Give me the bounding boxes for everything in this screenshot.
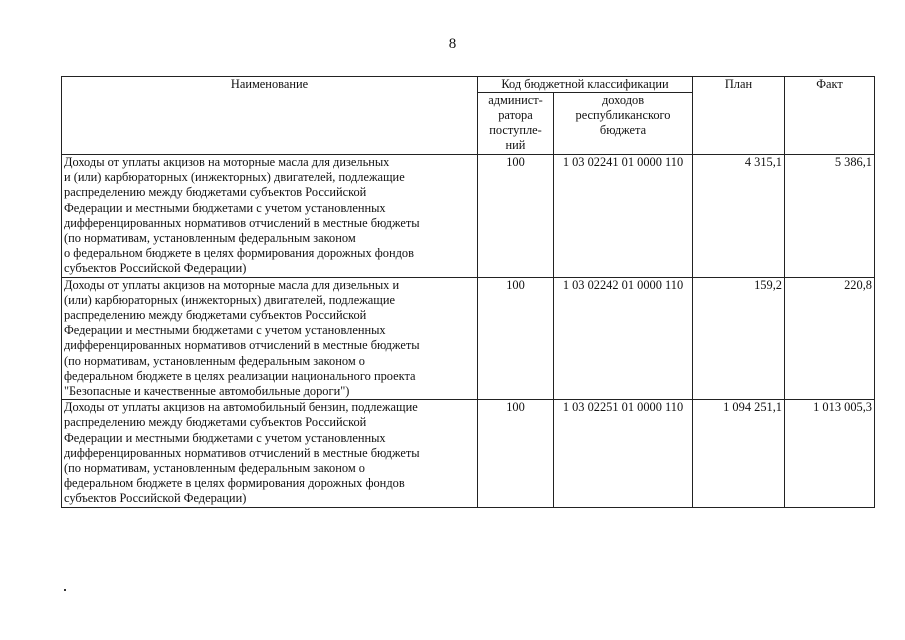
table-row [62, 155, 875, 278]
budget-table [61, 76, 875, 508]
row-fact: 220,8 [785, 277, 875, 400]
header-code-group: Код бюджетной классификации [478, 77, 693, 93]
row-name: Доходы от уплаты акцизов на автомобильный бензин, подлежащие распределению между бюджетами субъектов Российской Федерации и местными бюджетами с учетом установленных дифференцированных нормативов отчислений в местные бюджеты (по нормативам, установленным федеральным законом о федеральном бюджете в целях формирования дорожных фондов субъектов Российской Федерации) [62, 400, 478, 507]
header-name: Наименование [62, 77, 478, 155]
row-plan: 1 094 251,1 [693, 400, 785, 507]
row-budget-code: 1 03 02251 01 0000 110 [554, 400, 693, 507]
row-plan: 159,2 [693, 277, 785, 400]
row-fact: 5 386,1 [785, 155, 875, 278]
row-budget-code: 1 03 02242 01 0000 110 [554, 277, 693, 400]
row-admin-code: 100 [478, 277, 554, 400]
row-plan: 4 315,1 [693, 155, 785, 278]
row-admin-code: 100 [478, 400, 554, 507]
scan-dot [64, 589, 66, 591]
header-admin: админист- ратора поступле- ний [478, 93, 554, 155]
row-name: Доходы от уплаты акцизов на моторные масла для дизельных и (или) карбюраторных (инжекторных) двигателей, подлежащие распределению между бюджетами субъектов Российской Федерации и местными бюджетами с учетом установленных дифференцированных нормативов отчислений в местные бюджеты (по нормативам, установленным федеральным законом о федеральном бюджете в целях формирования дорожных фондов субъектов Российской Федерации) [62, 155, 478, 278]
row-fact: 1 013 005,3 [785, 400, 875, 507]
row-budget-code: 1 03 02241 01 0000 110 [554, 155, 693, 278]
header-plan: План [693, 77, 785, 155]
header-fact: Факт [785, 77, 875, 155]
table-row [62, 277, 875, 400]
row-name: Доходы от уплаты акцизов на моторные масла для дизельных и (или) карбюраторных (инжекторных) двигателей, подлежащие распределению между бюджетами субъектов Российской Федерации и местными бюджетами с учетом установленных дифференцированных нормативов отчислений в местные бюджеты (по нормативам, установленным федеральным законом о федеральном бюджете в целях реализации национального проекта "Безопасные и качественные автомобильные дороги") [62, 277, 478, 400]
row-admin-code: 100 [478, 155, 554, 278]
page-number: 8 [448, 36, 457, 52]
header-income: доходов республиканского бюджета [554, 93, 693, 155]
table-row [62, 400, 875, 507]
